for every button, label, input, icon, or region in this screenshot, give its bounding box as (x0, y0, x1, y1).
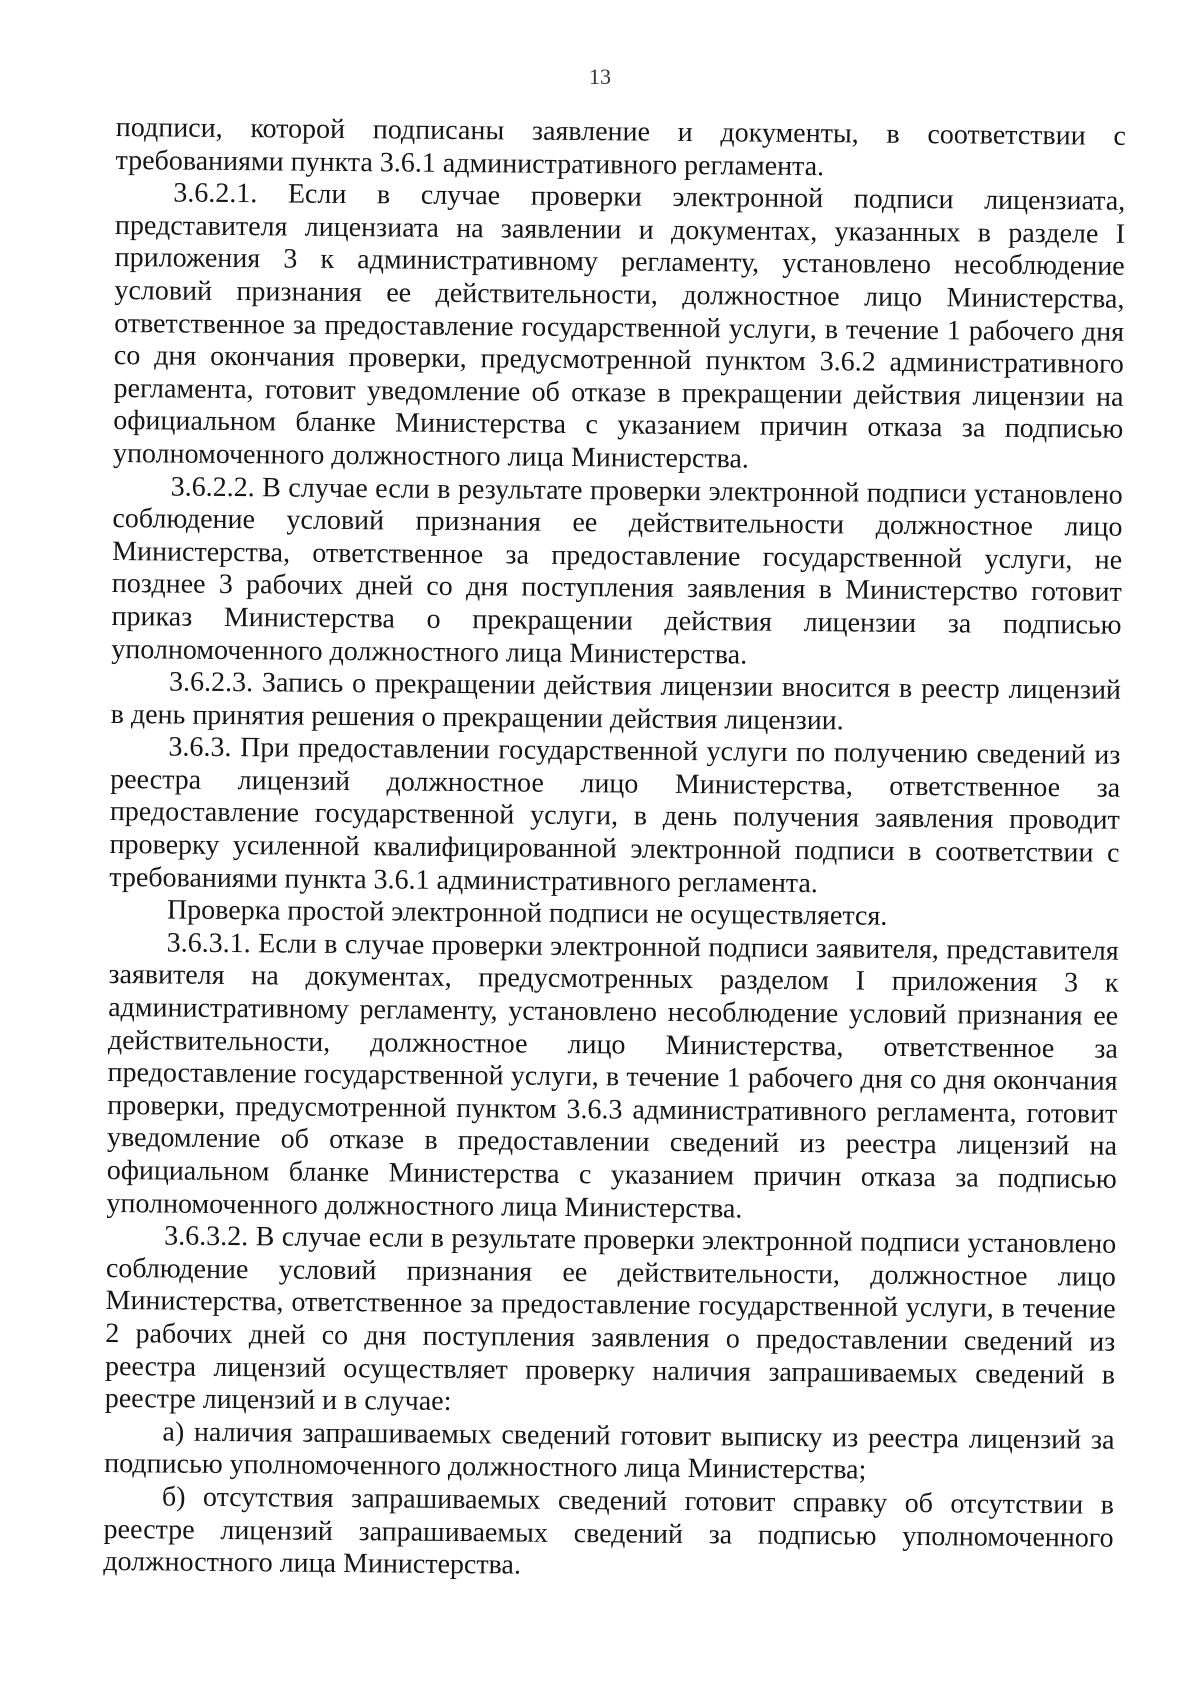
document-body (103, 112, 1126, 1587)
paragraph-3-6-2-3: 3.6.2.3. Запись о прекращении действия лицензии вносится в реестр лицензий в день принятия решения о прекращении действия лицензии. (110, 666, 1122, 737)
paragraph-3-6-2-2: 3.6.2.2. В случае если в результате проверки электронной подписи установлено соблюдение условий признания ее действительности должностное лицо Министерства, ответственное за предоставление государственной услуги, не позднее 3 рабочих дней со дня поступления заявления в Министерство готовит приказ Министерства о прекращении действия лицензии за подписью уполномоченного должностного лица Министерства. (111, 471, 1123, 671)
page-number: 13 (589, 64, 611, 89)
paragraph-3-6-2-1: 3.6.2.1. Если в случае проверки электронной подписи лицензиата, представителя лицензиата на заявлении и документах, указанных в разделе I приложения 3 к административному регламенту, установлено несоблюдение условий признания ее действительности, должностное лицо Министерства, ответственное за предоставление государственной услуги, в течение 1 рабочего дня со дня окончания проверки, предусмотренной пунктом 3.6.2 административного регламента, готовит уведомление об отказе в прекращении действия лицензии на официальном бланке Министерства с указанием причин отказа за подписью уполномоченного должностного лица Министерства. (112, 177, 1126, 475)
paragraph-3-6-3-1: 3.6.3.1. Если в случае проверки электронной подписи заявителя, представителя заявителя на документах, предусмотренных разделом I приложения 3 к административному регламенту, установлено несоблюдение условий признания ее действительности, должностное лицо Министерства, ответственное за предоставление государственной услуги, в течение 1 рабочего дня со дня окончания проверки, предусмотренной пунктом 3.6.3 административного регламента, готовит уведомление об отказе в предоставлении сведений из реестра лицензий на официальном бланке Министерства с указанием причин отказа за подписью уполномоченного должностного лица Министерства. (106, 927, 1119, 1225)
paragraph-continuation: подписи, которой подписаны заявление и документы, в соответствии с требованиями пункта 3.6.1 административного регламента. (115, 112, 1126, 182)
paragraph-3-6-3-2: 3.6.3.2. В случае если в результате проверки электронной подписи установлено соблюдение условий признания ее действительности, должностное лицо Министерства, ответственное за предоставление государственной услуги, в течение 2 рабочих дней со дня поступления заявления о предоставлении сведений из реестра лицензий осуществляет проверку наличия запрашиваемых сведений в реестре лицензий и в случае: (104, 1220, 1117, 1418)
paragraph-item-b: б) отсутствия запрашиваемых сведений готовит справку об отсутствии в реестре лицензий запрашиваемых сведений за подписью уполномоченного должностного лица Министерства. (103, 1481, 1115, 1581)
paragraph-3-6-3: 3.6.3. При предоставлении государственной услуги по получению сведений из реестра лицензий должностное лицо Министерства, ответственное за предоставление государственной услуги, в день получения заявления проводит проверку усиленной квалифицированной электронной подписи в соответствии с требованиями пункта 3.6.1 административного регламента. (109, 731, 1121, 899)
paragraph-simple-signature: Проверка простой электронной подписи не осуществляется. (166, 894, 888, 933)
paragraph-item-a: а) наличия запрашиваемых сведений готовит выписку из реестра лицензий за подписью уполномоченного должностного лица Министерства; (104, 1416, 1115, 1486)
